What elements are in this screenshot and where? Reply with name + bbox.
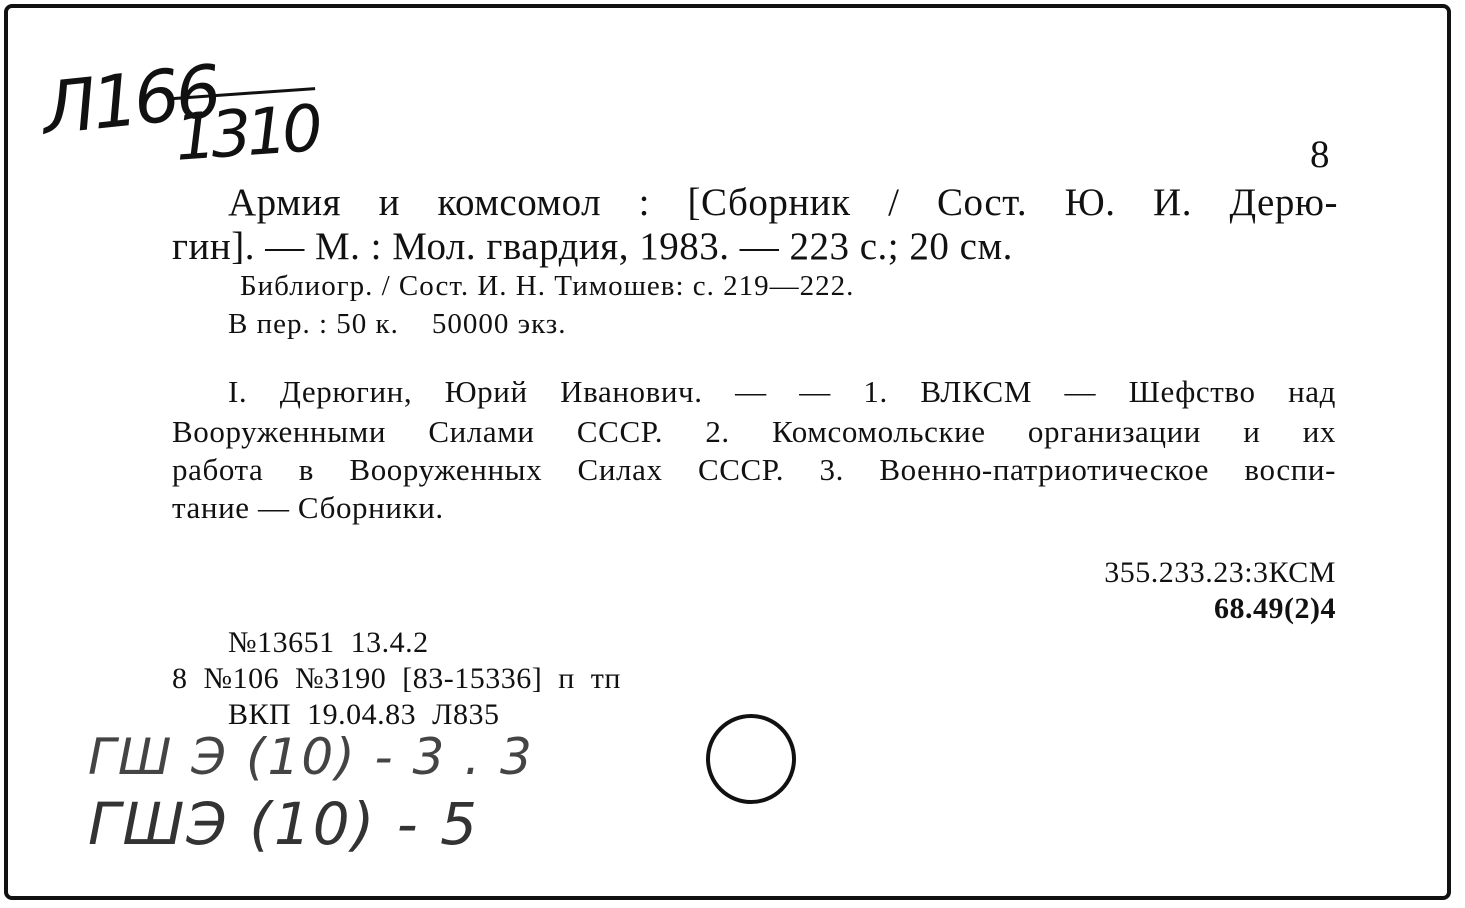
- punch-hole-icon: [706, 714, 796, 804]
- price-note: В пер. : 50 к. 50000 экз.: [228, 308, 567, 340]
- subject-line: Вооруженными Силами СССР. 2. Комсомольские организации и их: [172, 414, 1336, 449]
- card-number: 8: [1310, 133, 1330, 176]
- subject-line: работа в Вооруженных Силах СССР. 3. Военно-патриотическое воспи-: [172, 452, 1336, 487]
- title-line-2: гин]. — М. : Мол. гвардия, 1983. — 223 с.; 20 см.: [172, 225, 1013, 268]
- subject-line: I. Дерюгин, Юрий Иванович. — — 1. ВЛКСМ — Шефство над: [228, 374, 1336, 409]
- handwritten-shelf-number: 1310: [172, 87, 320, 178]
- subject-line: тание — Сборники.: [172, 490, 444, 525]
- imprint-line-1: №13651 13.4.2: [228, 626, 429, 659]
- handwritten-note-1: ГШ Э (10) - 3 . 3: [88, 728, 534, 786]
- bibliography-note: Библиогр. / Сост. И. Н. Тимошев: с. 219—222.: [240, 270, 855, 302]
- bbk-code: 68.49(2)4: [1214, 592, 1336, 625]
- imprint-line-2: 8 №106 №3190 [83-15336] п тп: [172, 662, 621, 695]
- handwritten-note-2: ГШЭ (10) - 5: [88, 790, 480, 858]
- title-line-1: Армия и комсомол : [Сборник / Сост. Ю. И. Дерю-: [228, 181, 1338, 224]
- udc-code: 355.233.23:3КСМ: [1104, 556, 1336, 589]
- imprint-line-3: ВКП 19.04.83 Л835: [228, 698, 500, 731]
- handwritten-shelf-mark: Л166: [38, 49, 222, 151]
